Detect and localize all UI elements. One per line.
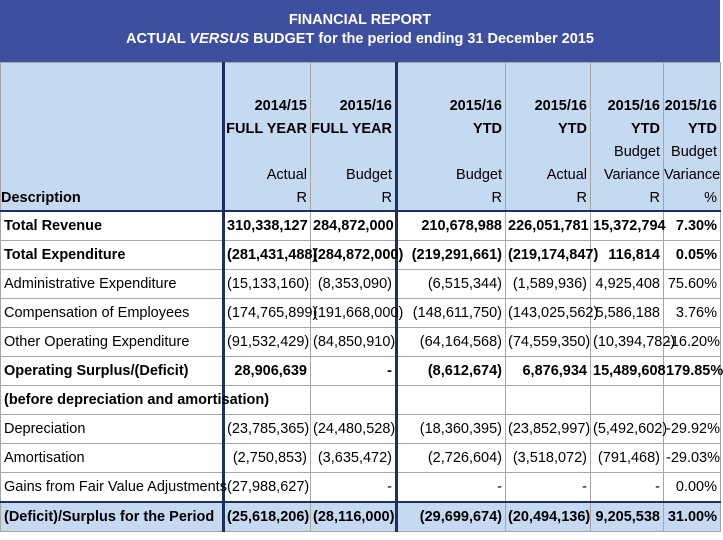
row-value	[506, 385, 591, 414]
column-header	[664, 63, 721, 211]
table-row	[1, 298, 721, 327]
description-header	[1, 63, 224, 211]
row-value: -	[311, 472, 397, 502]
col-kind: Budget	[614, 143, 660, 160]
table-row	[1, 211, 721, 241]
col-kind: Budget	[671, 143, 717, 160]
row-value: (10,394,782)	[591, 327, 664, 356]
row-value: (23,785,365)	[224, 414, 311, 443]
row-value: (84,850,910)	[311, 327, 397, 356]
subtitle-part: BUDGET for the period ending 31 December 2015	[249, 31, 594, 47]
row-value: 7.30%	[664, 211, 721, 241]
column-header	[506, 63, 591, 211]
col-spacer	[225, 141, 307, 164]
table-row	[1, 327, 721, 356]
row-value	[591, 385, 664, 414]
row-label: (Deficit)/Surplus for the Period	[1, 502, 224, 532]
row-value: 15,372,794	[591, 211, 664, 241]
row-value: (791,468)	[591, 443, 664, 472]
report-table	[0, 62, 721, 532]
row-value: -	[591, 472, 664, 502]
col-period: FULL YEAR	[311, 120, 392, 137]
row-value	[397, 385, 506, 414]
col-unit: R	[381, 189, 392, 206]
row-value: (25,618,206)	[224, 502, 311, 532]
row-value: (191,668,000)	[311, 298, 397, 327]
row-value: (91,532,429)	[224, 327, 311, 356]
row-value: (24,480,528)	[311, 414, 397, 443]
column-header	[311, 63, 397, 211]
col-unit: R	[649, 189, 660, 206]
row-value: (1,589,936)	[506, 269, 591, 298]
row-value: 116,814	[591, 240, 664, 269]
row-value: (219,291,661)	[397, 240, 506, 269]
row-value: 3.76%	[664, 298, 721, 327]
row-value: (15,133,160)	[224, 269, 311, 298]
col-period: YTD	[688, 120, 717, 137]
row-value	[664, 385, 721, 414]
row-value: 4,925,408	[591, 269, 664, 298]
table-body	[1, 211, 721, 532]
row-label: (before depreciation and amortisation)	[1, 385, 224, 414]
row-value: (281,431,488)	[224, 240, 311, 269]
col-year: 2015/16	[339, 97, 392, 114]
col-type: Budget	[346, 166, 392, 183]
report-subtitle	[0, 30, 720, 49]
row-value: -	[397, 472, 506, 502]
report-table-container	[0, 62, 723, 540]
col-year: 2015/16	[449, 97, 502, 114]
row-value: 0.00%	[664, 472, 721, 502]
col-unit: R	[491, 189, 502, 206]
row-value: (3,635,472)	[311, 443, 397, 472]
table-row	[1, 269, 721, 298]
col-type: Actual	[266, 166, 307, 183]
col-year: 2015/16	[664, 97, 717, 114]
table-row	[1, 356, 721, 385]
col-unit: %	[704, 189, 717, 206]
table-row	[1, 443, 721, 472]
row-value: (6,515,344)	[397, 269, 506, 298]
row-value: (8,612,674)	[397, 356, 506, 385]
row-value: 6,876,934	[506, 356, 591, 385]
row-value: (5,492,602)	[591, 414, 664, 443]
row-value: -16.20%	[664, 327, 721, 356]
row-value: 15,489,608	[591, 356, 664, 385]
row-value: 5,586,188	[591, 298, 664, 327]
row-value: (284,872,000)	[311, 240, 397, 269]
row-value: (148,611,750)	[397, 298, 506, 327]
report-title: FINANCIAL REPORT	[288, 12, 432, 28]
row-label: Administrative Expenditure	[1, 269, 224, 298]
row-value: (8,353,090)	[311, 269, 397, 298]
table-header	[1, 63, 721, 211]
col-type: Actual	[546, 166, 587, 183]
col-spacer	[311, 141, 392, 164]
row-label: Amortisation	[1, 443, 224, 472]
col-spacer	[398, 141, 502, 164]
row-value: (23,852,997)	[506, 414, 591, 443]
col-unit: R	[296, 189, 307, 206]
row-value: (2,750,853)	[224, 443, 311, 472]
row-label: Other Operating Expenditure	[1, 327, 224, 356]
row-label: Gains from Fair Value Adjustments	[1, 472, 224, 502]
row-value: (20,494,136)	[506, 502, 591, 532]
row-value: 28,906,639	[224, 356, 311, 385]
col-period: YTD	[631, 120, 660, 137]
column-header	[591, 63, 664, 211]
row-value: 310,338,127	[224, 211, 311, 241]
row-value: (143,025,562)	[506, 298, 591, 327]
row-value: (74,559,350)	[506, 327, 591, 356]
col-unit: R	[576, 189, 587, 206]
column-header	[224, 63, 311, 211]
row-value: 31.00%	[664, 502, 721, 532]
row-value	[311, 385, 397, 414]
row-value: (28,116,000)	[311, 502, 397, 532]
report-header	[0, 0, 720, 62]
row-label: Compensation of Employees	[1, 298, 224, 327]
row-value: (174,765,899)	[224, 298, 311, 327]
row-value: 9,205,538	[591, 502, 664, 532]
col-year: 2015/16	[607, 97, 660, 114]
row-label: Depreciation	[1, 414, 224, 443]
table-row	[1, 385, 721, 414]
column-header	[397, 63, 506, 211]
row-value: (64,164,568)	[397, 327, 506, 356]
col-type: Variance	[664, 166, 721, 183]
subtitle-emphasis: VERSUS	[189, 31, 250, 47]
row-value: -	[311, 356, 397, 385]
table-row	[1, 414, 721, 443]
row-value: (27,988,627)	[224, 472, 311, 502]
row-value: 179.85%	[664, 356, 721, 385]
row-value: 75.60%	[664, 269, 721, 298]
row-value: (2,726,604)	[397, 443, 506, 472]
col-spacer	[506, 141, 587, 164]
subtitle-part: ACTUAL	[126, 31, 190, 47]
row-value: -29.92%	[664, 414, 721, 443]
row-value: 210,678,988	[397, 211, 506, 241]
description-header-label: Description	[1, 189, 81, 206]
row-value: -	[506, 472, 591, 502]
col-year: 2015/16	[534, 97, 587, 114]
table-row	[1, 502, 721, 532]
table-row	[1, 472, 721, 502]
row-label: Total Expenditure	[1, 240, 224, 269]
col-type: Variance	[603, 166, 660, 183]
table-row	[1, 240, 721, 269]
row-label: Total Revenue	[1, 211, 224, 241]
row-value: 226,051,781	[506, 211, 591, 241]
row-value: (18,360,395)	[397, 414, 506, 443]
col-type: Budget	[456, 166, 502, 183]
col-year: 2014/15	[254, 97, 307, 114]
row-value: (29,699,674)	[397, 502, 506, 532]
col-period: YTD	[473, 120, 502, 137]
row-label: Operating Surplus/(Deficit)	[1, 356, 224, 385]
row-value: 0.05%	[664, 240, 721, 269]
col-period: YTD	[558, 120, 587, 137]
row-value: 284,872,000	[311, 211, 397, 241]
row-value: (219,174,847)	[506, 240, 591, 269]
row-value: -29.03%	[664, 443, 721, 472]
row-value: (3,518,072)	[506, 443, 591, 472]
col-period: FULL YEAR	[226, 120, 307, 137]
